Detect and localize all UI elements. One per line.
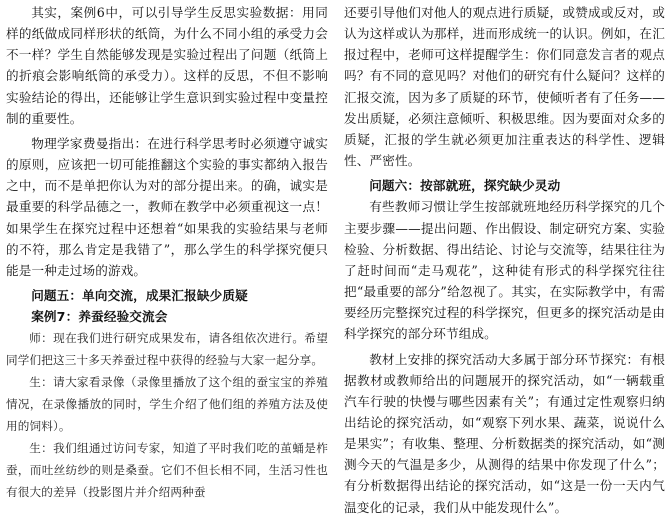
right-column [344, 2, 665, 518]
heading-problem-6: 问题六：按部就班，探究缺少灵动 [369, 178, 561, 194]
paragraph-textbook-activities: 教材上安排的探究活动大多属于部分环节探究：有根据教材或教师给出的问题展开的探究活动，如“一辆载重汽车行驶的快慢与哪些因素有关”；有通过定性观察归纳出结论的探究活动，如“观察下列水果、蔬菜，说说什么是果实”；有收集、整理、分析数据类的探究活动，如“测测今天的气温是多少，从测得的结果中你发现了什么”；有分析数据得出结论的探究活动，如“这是一份一天内气温变化的记录，我们从中能发现什么”。 [344, 351, 665, 515]
left-column [6, 2, 328, 503]
heading-case-7: 案例7：养蚕经验交流会 [31, 309, 168, 325]
paragraph-feynman: 物理学家费曼指出：在进行科学思考时必须遵守诚实的原则，应该把一切可能推翻这个实验的事实都纳入报告之中，而不是单把你认为对的部分提出来。的确，诚实是最重要的科学品德之一，教师在教学中必须重视这一点！如果学生在探究过程中还想着“如果我的实验结果与老师的不符，那么肯定是我错了”，那么学生的科学探究便只能是一种走过场的游戏。 [6, 135, 328, 278]
paragraph-step-by-step: 有些教师习惯让学生按部就班地经历科学探究的几个主要步骤——提出问题、作出假设、制定研究方案、实验检验、分析数据、得出结论、讨论与交流等，结果往往为了赶时间而“走马观花”，这种徒有形式的科学探究往往把“最重要的部分”给忽视了。其实，在实际教学中，有需要经历完整探究过程的科学探究，但更多的探究活动是由科学探究的部分环节组成。 [344, 199, 665, 342]
dialogue-student-2: 生：我们组通过访问专家，知道了平时我们吃的茧蛹是柞蚕，而吐丝纺纱的则是桑蚕。它们不但长相不同，生活习性也有很大的差异（投影图片并介绍两种蚕 [6, 441, 328, 500]
paragraph-questioning: 还要引导他们对他人的观点进行质疑，或赞成或反对，或认为这样或认为那样，进而形成统一的认识。例如，在汇报过程中，老师可这样提醒学生：你们同意发言者的观点吗？有不同的意见吗？对他们的研究有什么疑问？这样的汇报交流，因为多了质疑的环节，使倾听者有了任务——发出质疑，必须注意倾听、积极思维。因为要面对众多的质疑，汇报的学生就必须更加注重表达的科学性、逻辑性、严密性。 [344, 5, 665, 169]
heading-problem-5: 问题五：单向交流，成果汇报缺少质疑 [31, 288, 248, 304]
dialogue-teacher: 师：现在我们进行研究成果发布，请各组依次进行。希望同学们把这三十多天养蚕过程中获得的经验与大家一起分享。 [6, 331, 328, 368]
dialogue-student-1: 生：请大家看录像（录像里播放了这个组的蚕宝宝的养殖情况，在录像播放的同时，学生介绍了他们组的养殖方法及使用的饲料）。 [6, 375, 328, 434]
paragraph-reflection: 其实，案例6中，可以引导学生反思实验数据：用同样的纸做成同样形状的纸筒，为什么不同小组的承受力会不一样？学生自然能够发现是实验过程出了问题（纸筒上的折痕会影响纸筒的承受力）。这样的反思，不但不影响实验结论的得出，还能够让学生意识到实验过程中变量控制的重要性。 [6, 5, 328, 126]
